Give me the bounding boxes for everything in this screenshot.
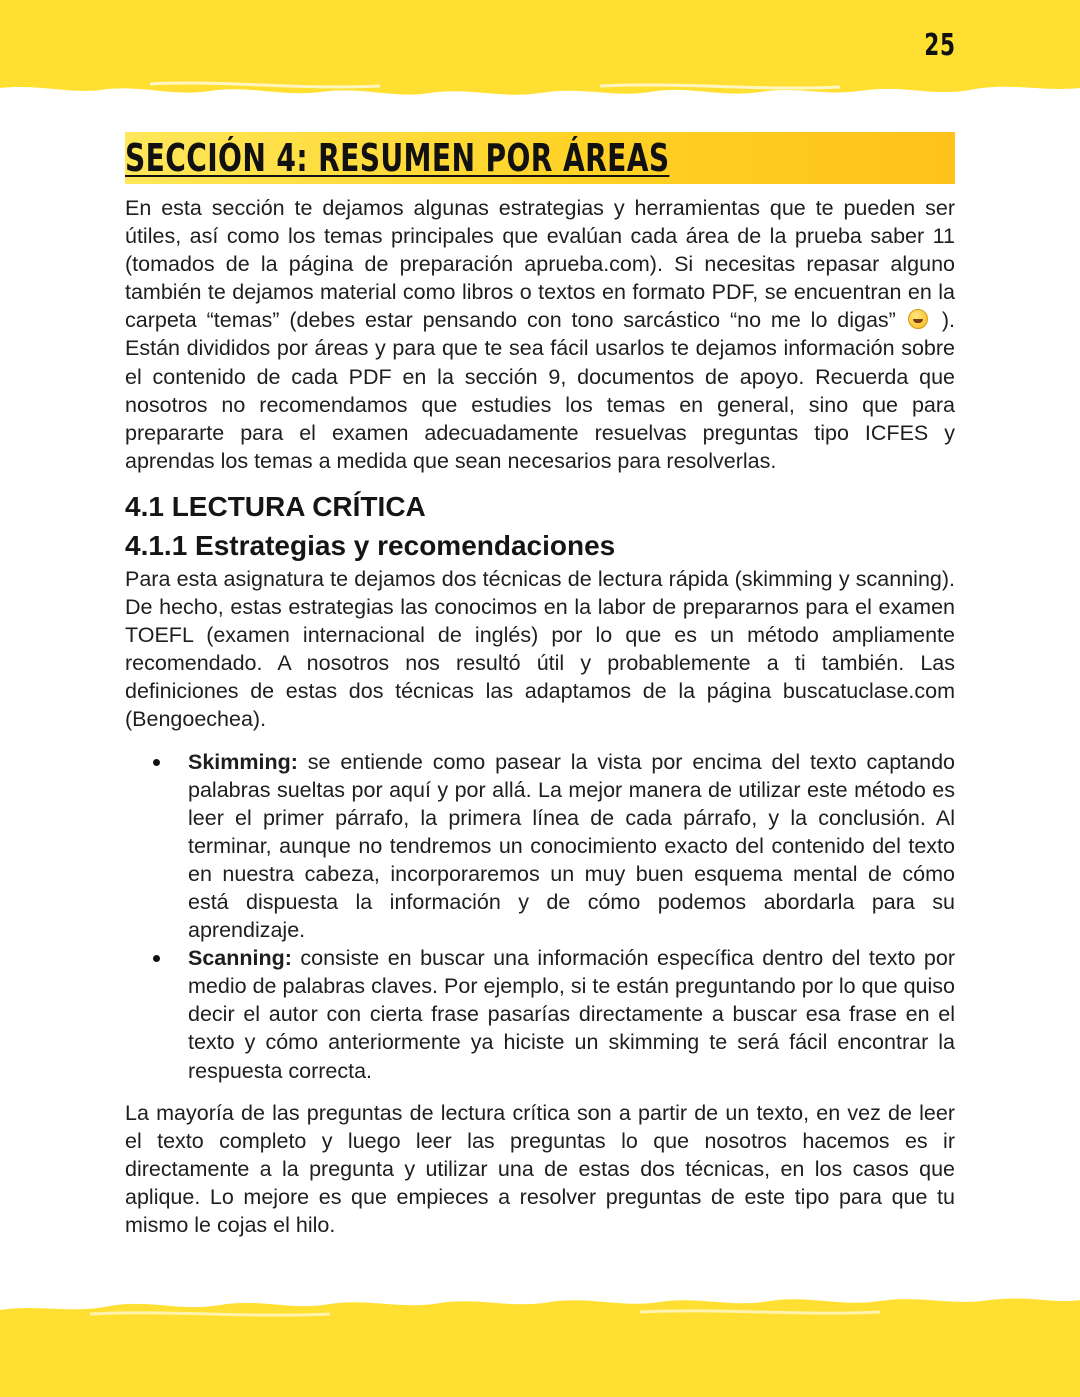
bullet-text: se entiende como pasear la vista por encima del texto captando palabras sueltas por aquí y por allá. La mejor manera de utilizar este método es leer el primer párrafo, la primera línea de cada párrafo, y la conclusión. Al terminar, aunque no tendremos un conocimiento exacto del contenido del texto en nuestra cabeza, incorporaremos un muy buen esquema mental de cómo está dispuesta la información y de cómo podemos abordarla para su aprendizaje. [188, 749, 955, 943]
closing-paragraph: La mayoría de las preguntas de lectura crítica son a partir de un texto, en vez de leer el texto completo y luego leer las preguntas lo que nosotros hacemos es ir directamente a la pregunta y utilizar una de estas dos técnicas, en los casos que aplique. Lo mejore es que empieces a resolver preguntas de este tipo para que tu mismo le cojas el hilo. [125, 1100, 955, 1237]
intro-paragraph [125, 194, 955, 475]
subsection-heading: 4.1 LECTURA CRÍTICA [125, 490, 426, 522]
strategies-paragraph: Para esta asignatura te dejamos dos técnicas de lectura rápida (skimming y scanning). De hecho, estas estrategias las conocimos en la labor de prepararnos para el examen TOEFL (examen internacional de inglés) por lo que es un método ampliamente recomendado. A nosotros nos resultó útil y probablemente a ti también. Las definiciones de estas dos técnicas las adaptamos de la página buscatuclase.com (Bengoechea). [125, 566, 955, 732]
bottom-yellow-band [0, 1292, 1080, 1397]
subsection-subheading: 4.1.1 Estrategias y recomendaciones [125, 529, 616, 561]
intro-text-end: ). Están divididos por áreas y para que te sea fácil usarlos te dejamos información sobre el contenido de cada PDF en la sección 9, documentos de apoyo. Recuerda que nosotros no recomendamos que estudies los temas en general, sino que para prepararte para el examen adecuadamente resuelvas preguntas tipo ICFES y aprendas los temas a medida que sean necesarios para resolverlas. [125, 308, 955, 473]
page-number: 25 [924, 28, 956, 63]
technique-list [125, 748, 955, 1085]
list-item [125, 944, 955, 1084]
intro-text-start: En esta sección te dejamos algunas estrategias y herramientas que te pueden ser útiles, así como los temas principales que evalúan cada área de la prueba saber 11 (tomados de la página de preparación aprueba.com). Si necesitas repasar alguno también te dejamos material como libros o textos en formato PDF, se encuentran en la carpeta “temas” (debes estar pensando con tono sarcástico “no me lo digas” [125, 196, 955, 333]
list-item [125, 748, 955, 945]
bullet-icon [153, 955, 160, 962]
bullet-term: Skimming: [188, 749, 298, 774]
laughing-emoji-icon [908, 309, 928, 329]
bullet-term: Scanning: [188, 946, 292, 971]
page-content [125, 132, 955, 1239]
section-title: SECCIÓN 4: RESUMEN POR ÁREAS [125, 136, 670, 180]
section-title-bar [125, 132, 955, 184]
bullet-text: consiste en buscar una información específica dentro del texto por medio de palabras claves. Por ejemplo, si te están preguntando por lo que quiso decir el autor con cierta frase pasarías directamente a buscar esa frase en el texto y cómo anteriormente ya hiciste un skimming te será fácil encontrar la respuesta correcta. [188, 946, 955, 1083]
bullet-icon [153, 759, 160, 766]
